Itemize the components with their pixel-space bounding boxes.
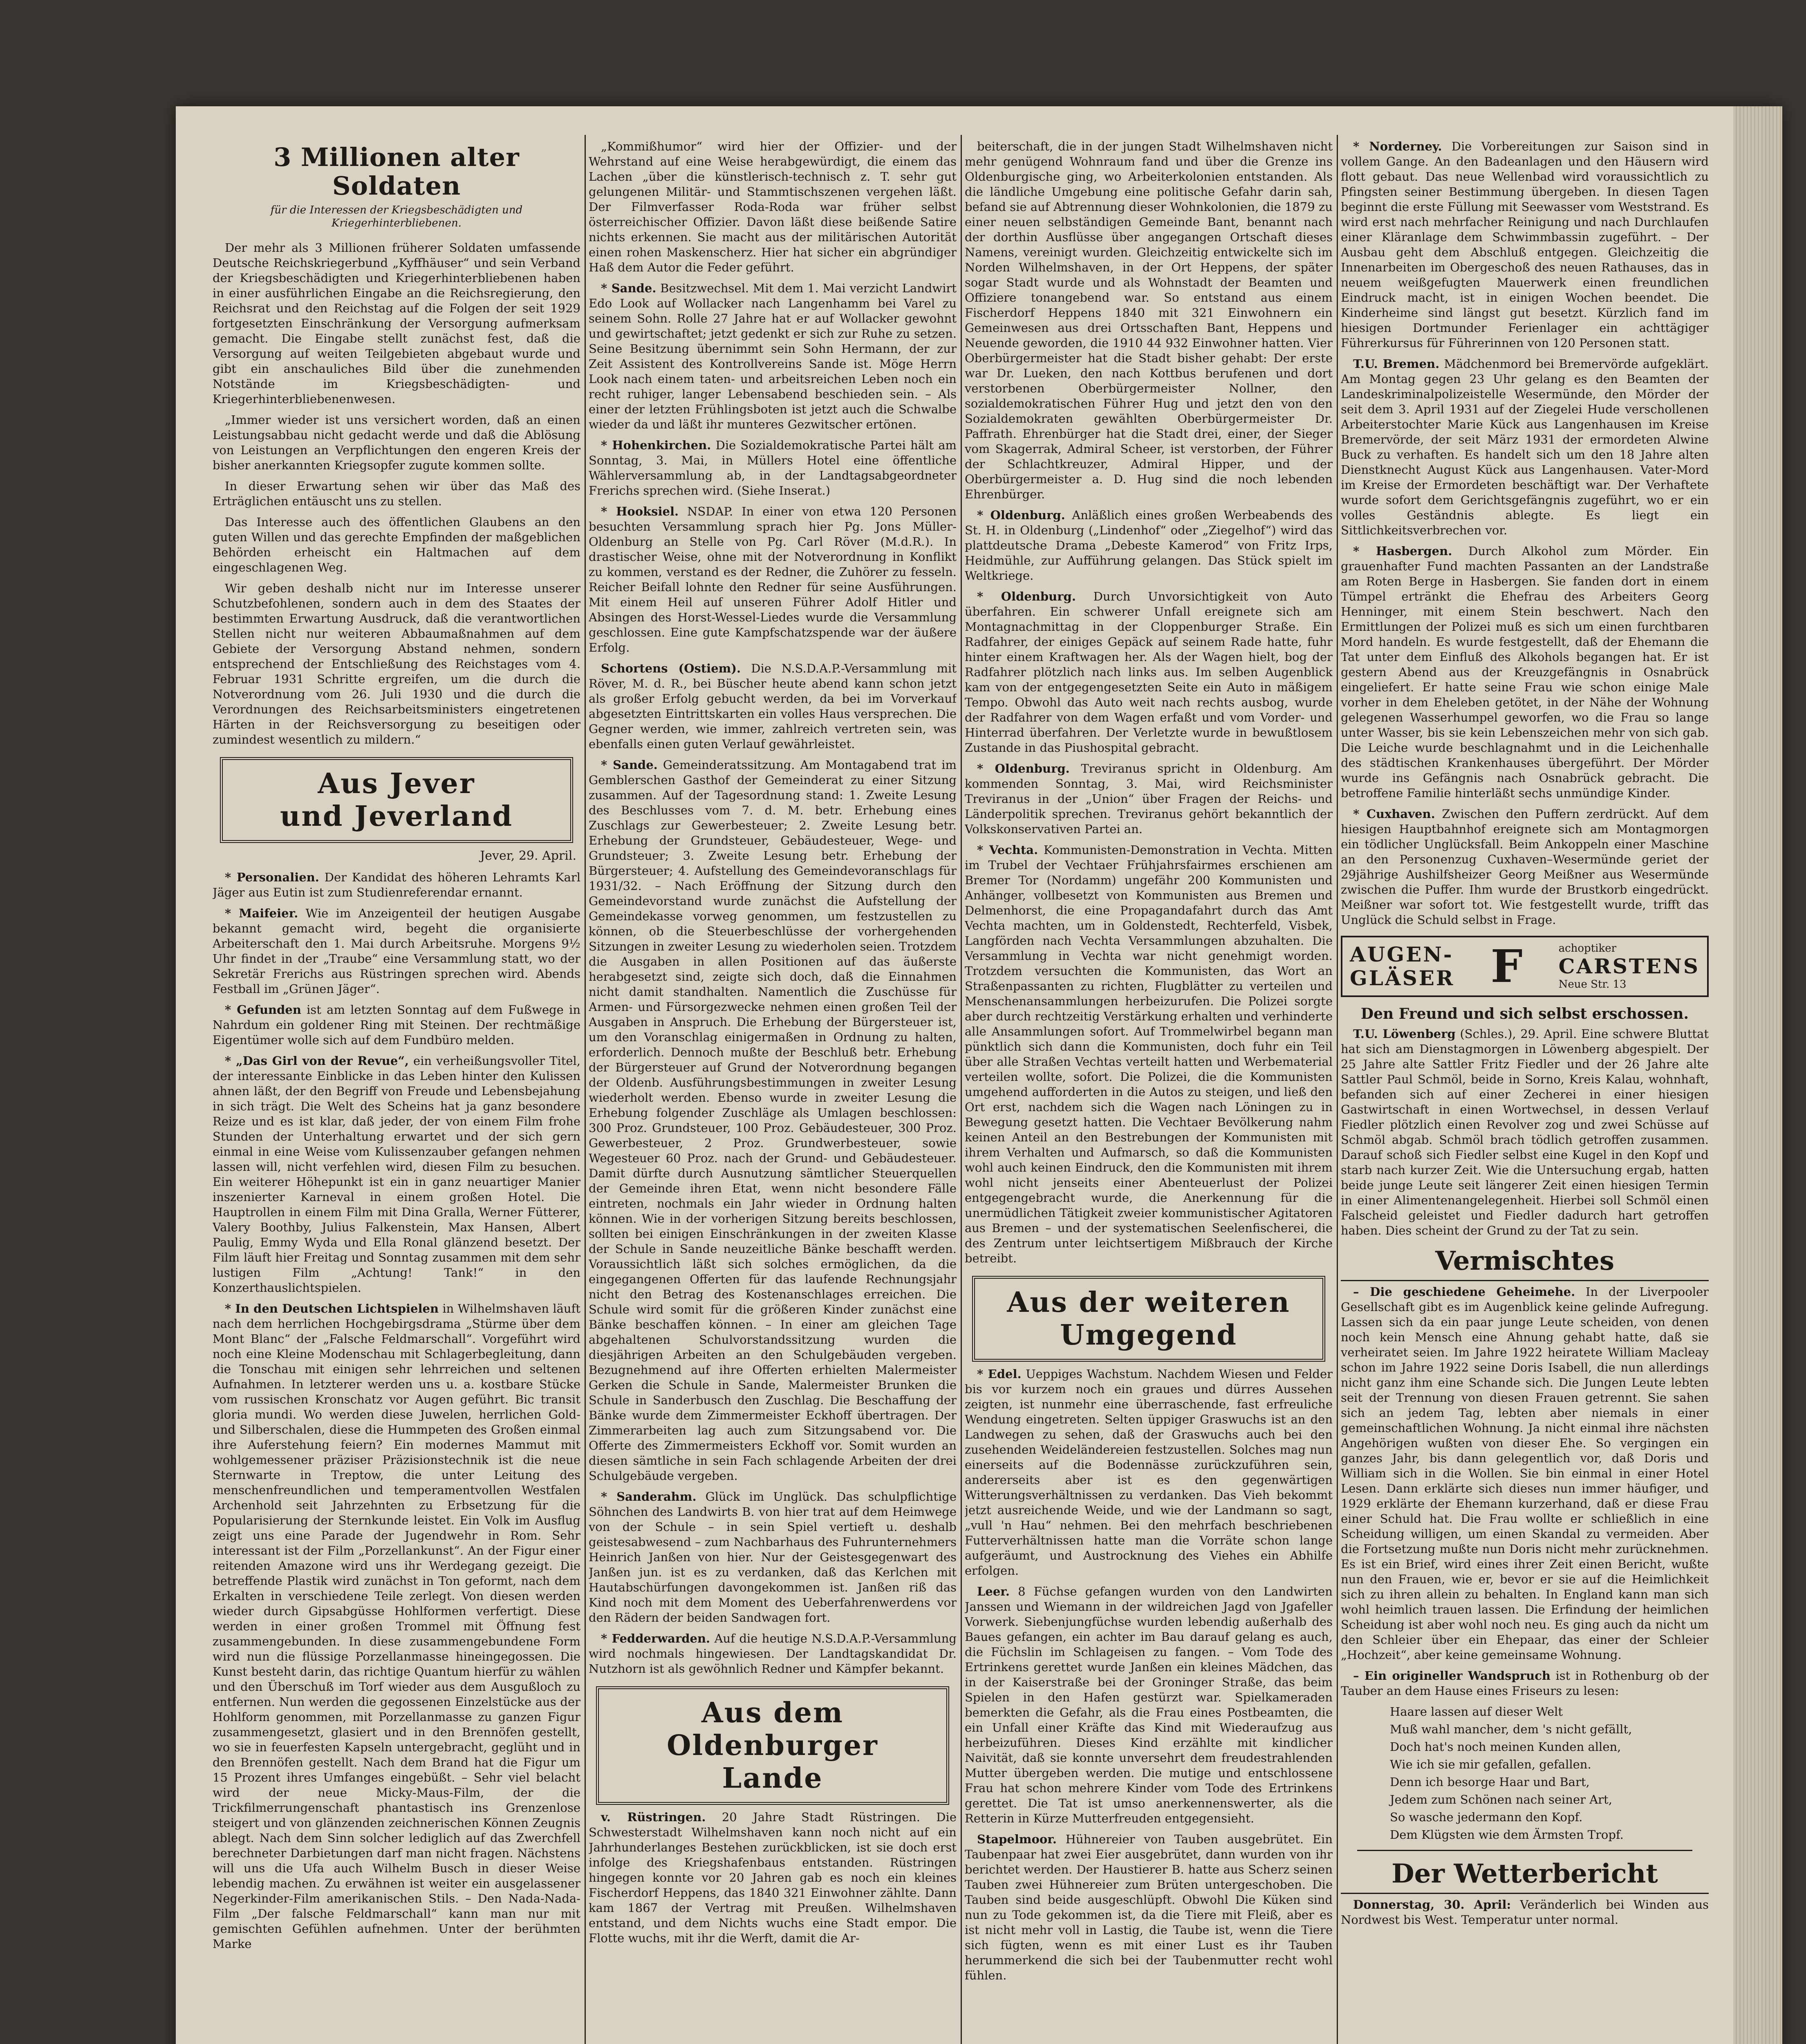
- verse-line: So wasche jedermann den Kopf.: [1390, 1810, 1583, 1824]
- paragraph: In dieser Erwartung sehen wir über das Maß des Erträglichen entäuscht uns zu stellen.: [213, 479, 580, 508]
- item-text: ist am letzten Sonntag auf dem Fußwege in Nahrdum ein goldener Ring mit Steinen. Der rechtmäßige Eigentümer wolle sich auf dem Fundbüro melden.: [213, 1003, 580, 1047]
- ad-name: CARSTENS: [1558, 954, 1700, 978]
- item-text: Treviranus spricht in Oldenburg. Am kommenden Sonntag, 3. Mai, wird Reichsminister Treviranus in der „Union“ über Fragen der Reichs- und Länderpolitik sprechen. Treviranus gehört bekanntlich der Volkskonservativen Partei an.: [965, 762, 1333, 836]
- column-rule: [1337, 135, 1338, 2044]
- news-item: [589, 758, 957, 1484]
- item-lead: Leer.: [977, 1585, 1010, 1598]
- section-title-line: Umgegend: [1060, 1319, 1237, 1351]
- section-title-line: Aus dem Oldenburger: [667, 1697, 878, 1762]
- verse-line: Dem Klügsten wie dem Ärmsten Tropf.: [1390, 1828, 1624, 1842]
- newspaper-page: [176, 106, 1782, 2044]
- news-item: [213, 1053, 580, 1295]
- section-box-header: [220, 757, 573, 843]
- item-text: 20 Jahre Stadt Rüstringen. Die Schwesterstadt Wilhelmshaven kann noch nicht auf ein Jahrhunderlanges Bestehen zurückblicken, ist sie doch erst infolge des Kriegshafenbaus entstanden. Rüstringen hingegen konnte vor 20 Jahren gab es noch ein kleines Fischerdorf Heppens, das 1840 321 Einwohner zählte. Dann kam 1867 der Vertrag mit Preußen. Wilhelmshaven entstand, und dem Nichts wuchs eine Stadt empor. Die Flotte wuchs, mit ihr die Werft, damit die Ar-: [589, 1810, 957, 1945]
- column-rule: [585, 135, 586, 2044]
- section-box-header: [596, 1686, 949, 1805]
- item-text: Durch Unvorsichtigkeit von Auto überfahren. Ein schwerer Unfall ereignete sich am Montagnachmittag in der Cloppenburger Straße. Ein Radfahrer, der einiges Gepäck auf seinem Rade hatte, fuhr hinter einem Kraftwagen her. Als der Wagen hielt, bog der Radfahrer plötzlich nach links aus. Im selben Augenblick kam von der entgegengesetzten Seite ein Auto in mäßigem Tempo. Obwohl das Auto weit nach rechts ausbog, wurde der Radfahrer von dem Wagen erfaßt und vom Vorder- und Hinterrad überfahren. Der Verletzte wurde in bewußtlosem Zustande in das Piushospital gebracht.: [965, 589, 1333, 755]
- news-item: [965, 508, 1333, 583]
- article-subhead: für die Interessen der Kriegsbeschädigten und Kriegerhinterbliebenen.: [270, 204, 523, 229]
- item-text: 8 Füchse gefangen wurden von den Landwirten Janssen und Wiemann in der wildreichen Jagd von Jgafeller Vorwerk. Siebenjungfüchse wurden lebendig außerhalb des Baues gefangen, ein achter im Bau darauf gelang es auch, die Füchslin im Schlageisen zu fangen. – Vom Tode des Ertrinkens gerettet wurde Janßen ein kleines Mädchen, das in der Kaiserstraße bei der Groninger Straße, das beim Spielen in den Hafen gestürzt war. Spielkameraden bemerkten die Gefahr, als die Frau eines Postbeamten, die ein Unfall einer Kräfte das Kind mit Wiederaufzug aus herbeizuführen. Dieses Kind erzählte mit kindlicher Naivität, daß sie konnte unversehrt dem freudestrahlenden Mutter übergeben werden. Die mutige und entschlossene Frau hat schon mehrere Kinder vom Tode des Ertrinkens gerettet. Die Tat ist umso anerkennenswerter, als die Retterin in Kürze Mutterfreuden entgegensieht.: [965, 1585, 1333, 1825]
- advertisement: [1341, 936, 1709, 997]
- item-lead: * Vechta.: [977, 843, 1038, 857]
- news-item: [965, 1367, 1333, 1578]
- item-text: Auf die heutige N.S.D.A.P.-Versammlung wird nochmals hingewiesen. Der Landtagskandidat Dr. Nutzhorn ist als gewöhnlich Redner und Kämpfer bekannt.: [589, 1632, 957, 1676]
- section-title-line: Lande: [722, 1762, 823, 1795]
- news-item: [965, 1832, 1333, 1983]
- item-text: NSDAP. In einer von etwa 120 Personen besuchten Versammlung sprach hier Pg. Jons Müller-Oldenburg an Stelle von Pg. Carl Röver (M.d.R.). In drastischer Weise, ohne mit der Notverordnung in Konflikt zu kommen, verstand es der Redner, die Zuhörer zu fesseln. Reicher Beifall lohnte den Redner für seine Ausführungen. Mit einem Heil auf unseren Führer Adolf Hitler und Absingen des Horst-Wessel-Liedes wurde die Versammlung geschlossen. Eine gute Kampfschatzspende war der äußere Erfolg.: [589, 504, 957, 654]
- item-lead: * Cuxhaven.: [1353, 807, 1435, 821]
- item-lead: * Oldenburg.: [977, 589, 1076, 603]
- item-lead: * Sande.: [601, 758, 658, 772]
- item-text: Wie im Anzeigenteil der heutigen Ausgabe bekannt gemacht wird, begeht die organisierte Arbeiterschaft den 1. Mai durch Arbeitsruhe. Morgens 9½ Uhr findet in der „Traube“ eine Versammlung statt, wo der Sekretär Frerichs aus Rüstringen sprechen wird. Abends Festball im „Grünen Jäger“.: [213, 906, 580, 996]
- news-item: [589, 661, 957, 752]
- item-text: Ueppiges Wachstum. Nachdem Wiesen und Felder bis vor kurzem noch ein graues und dürres Aussehen zeigten, ist nunmehr eine überraschende, fast erfreuliche Wendung eingetreten. Selten üppiger Graswuchs ist an den Landwegen zu sehen, daß der Graswuchs auch bei den zusehenden Weideländereien festzustellen. Solches mag nun einerseits auf die Bodennässe zurückzuführen sein, andererseits aber ist es den gegenwärtigen Witterungsverhältnissen zu verdanken. Das Vieh bekommt jetzt ausreichende Weide, und wie der Landmann so sagt, „vull 'n Hau“ nehmen. Bei den mehrfach beschriebenen Futterverhältnissen hatte man die Vorräte schon lange aufgeräumt, und Austrocknung des Viehes ein Abhilfe erfolgen.: [965, 1367, 1333, 1578]
- paragraph: „Immer wieder ist uns versichert worden, daß an einen Leistungsabbau nicht gedacht werde und daß die Ablösung von Leistungen an Verpflichtungen den engeren Kreis der bisher anerkannten Kriegsopfer zugute kommen sollte.: [213, 413, 580, 472]
- item-lead: * „Das Girl von der Revue“,: [225, 1054, 409, 1068]
- item-text: beiterschaft, die in der jungen Stadt Wilhelmshaven nicht mehr genügend Wohnraum fand und über die Grenze ins Oldenburgische ging, wo Arbeiterkolonien entstanden. Als die ländliche Umgebung eine politische Gefahr darin sah, befand sie auf Abtrennung dieser Wohnkolonien, die 1879 zu einer neuen selbständigen Gemeinde Bant, benannt nach der dorthin Ausflüsse über angegangen Ortschaft dieses Namens, vereinigt wurden. Gleichzeitig entwickelte sich im Norden Wilhelmshaven, in der Ort Heppens, der später sogar Stadt wurde und als Wohnstadt der Beamten und Offiziere tonangebend war. So entstand aus einem Fischerdorf Heppens 1840 mit 321 Einwohnern ein Gemeinwesen aus drei Ortsschaften Bant, Heppens und Neuende geworden, die 1910 44 932 Einwohner hatten. Vier Oberbürgermeister hat die Stadt bisher gehabt: Der erste war Dr. Lueken, den nach Kottbus berufenen und dort verstorbenen Oberbürgermeister Nollner, den sozialdemokratischen Führer Hug und jetzt den von den Sozialdemokraten gewählten Oberbürgermeister Dr. Paffrath. Ehrenbürger hat die Stadt drei, einer, der Sieger vom Skagerrak, Admiral Scheer, ist verstorben, der Führer der Schlachtkreuzer, Admiral Hipper, und der Oberbürgermeister a. D. Hug sind die noch lebenden Ehrenbürger.: [965, 139, 1333, 501]
- news-item: [589, 139, 957, 275]
- ad-address: Neue Str. 13: [1558, 978, 1627, 991]
- item-text: Kommunisten-Demonstration in Vechta. Mitten im Trubel der Vechtaer Frühjahrsfairmes erschienen am Bremer Tor (Nordamm) ungefähr 200 Kommunisten und Anhänger, vollbesetzt von Kommunisten aus Bremen und Delmenhorst, die eine Propagandafahrt durch das Amt Vechta machten, um in Goldenstedt, Rechterfeld, Visbek, Langförden nach Vechta Versammlungen abzuhalten. Die Versammlung in Vechta war nicht genehmigt worden. Trotzdem versuchten die Kommunisten, das Wort an Straßenpassanten zu richten, Flugblätter zu verteilen und Menschenansammlungen herbeizurufen. Die Polizei sorgte aber durch rechtzeitig Verstärkung erhalten und verhinderte alle Ansammlungen sofort. Auf Trommelwirbel begann man pünktlich sich dann die Kommunisten, doch fuhr ein Teil über alle Straßen Vechtas verteilt hatten und Werbematerial verteilen wollte, sofort. Die Polizei, die die Kommunisten umgehend aufforderten in die Autos zu steigen, und ließ den Ort erst, nachdem sich die Wagen nach Löningen zu in Bewegung gesetzt hatten. Die Vechtaer Bevölkerung nahm keinen Anteil an den Bestrebungen der Kommunisten mit ihrem Verhalten und Aufmarsch, so daß die Kommunisten wohl auch keinen Eindruck, den die Kommunisten mit ihrem wohl nicht jenseits einer Abenteuerlust der Polizei entgegengebracht wurde, die Anerkennung für die unermüdlichen Tätigkeit zweier kommunistischer Agitatoren aus Bremen – und der systematischen Seelenfischerei, die des Zentrum unter leichtsertigem Mißbrauch der Kirche betreibt.: [965, 843, 1333, 1265]
- item-lead: Donnerstag, 30. April:: [1353, 1898, 1511, 1912]
- ad-left: [1350, 943, 1454, 990]
- verse-line: Doch hat's noch meinen Kunden allen,: [1390, 1740, 1621, 1754]
- item-text: Die Sozialdemokratische Partei hält am Sonntag, 3. Mai, in Müllers Hotel eine öffentliche Wählerversammlung ab, in der Landtagsabgeordneter Frerichs sprechen wird. (Siehe Inserat.): [589, 438, 957, 498]
- ad-right: [1559, 942, 1700, 991]
- item-text: ein verheißungsvoller Titel, der interessante Einblicke in das Leben hinter den Kulissen ahnen läßt, der den Begriff von Freude und Lebensbejahung in sich trägt. Die Welt des Scheins hat ja ganz besondere Reize und es ist klar, daß jeder, der von einem Film frohe Stunden der Unterhaltung erwartet und der sich gern einmal in eine Weise vom Kulissenzauber gefangen nehmen lassen will, nicht verfehlen wird, diesen Film zu besuchen. Ein weiterer Höhepunkt ist ein in ganz neuartiger Manier inszenierter Karneval in einem großen Hotel. Die Hauptrollen in einem Film mit Dina Gralla, Werner Fütterer, Valery Boothby, Julius Falkenstein, Max Hansen, Albert Paulig, Emmy Wyda und Ella Ronal glänzend besetzt. Der Film läuft hier Freitag und Sonntag zusammen mit dem sehr lustigen Film „Achtung! Tank!“ in den Konzerthauslichtspielen.: [213, 1054, 580, 1295]
- paragraph: Der mehr als 3 Millionen früherer Soldaten umfassende Deutsche Reichskriegerbund „Kyffhäuser“ und sein Verband der Kriegsbeschädigten und Kriegerhinterbliebenen haben in einer ausführlichen Eingabe an die Reichsregierung, den Reichsrat und den Reichstag auf die Folgen der seit 1929 fortgesetzten Einschränkung der Versorgung aufmerksam gemacht. Die Eingabe stellt zunächst fest, daß die Versorgung auf weiten Teilgebieten abgebaut wurde und gibt ein anschauliches Bild über die zunehmenden Notstände im Kriegsbeschädigten- und Kriegerhinterbliebenenwesen.: [213, 241, 580, 406]
- paragraph: Wir geben deshalb nicht nur im Interesse unserer Schutzbefohlenen, sondern auch in dem des Staates der bestimmten Erwartung Ausdruck, daß die verantwortlichen Stellen nicht nur weiteren Abbaumaßnahmen auf dem Gebiete der Versorgung Abstand nehmen, sondern entsprechend der Entschließung des Reichstages vom 4. Februar 1931 Schritte ergreifen, um die durch die Notverordnung vom 26. Juli 1930 und die durch die Verordnungen des Reichsarbeitsministers eingetretenen Härten in der Reichsversorgung zu beseitigen oder zumindest wesentlich zu mildern.“: [213, 581, 580, 746]
- item-text: Veränderlich bei Winden aus Nordwest bis West. Temperatur unter normal.: [1341, 1898, 1709, 1927]
- news-item: [589, 1631, 957, 1676]
- item-text: Hühnereier von Tauben ausgebrütet. Ein Taubenpaar hat zwei Eier ausgebrütet, dann wurden von ihr berichtet werden. Der Haustierer B. hatte aus Scherz seinen Tauben zwei Hühnereier zum Brüten untergeschoben. Die Tauben sind beide ausgeschlüpft. Obwohl Die Küken sind nun zu Tode gekommen ist, da die Tiere mit Fleiß, aber es ist nicht mehr voll in Lastig, die Taube ist, wenn die Tiere sich fügten, wenn es mit einer Lust es ihr Tauben herummerkend die sich bei der Taubenmutter recht wohl fühlen.: [965, 1832, 1333, 1982]
- column-rule: [961, 135, 962, 2044]
- item-text: (Schles.), 29. April. Eine schwere Bluttat hat sich am Dienstagmorgen in Löwenberg abgespielt. Der 25 Jahre alte Sattler Fritz Fiedler und der 26 Jahre alte Sattler Paul Schmöl, beide in Sorno, Kreis Kalau, wohnhaft, befanden sich auf einer Zecherei in einer hiesigen Gastwirtschaft in einen Wortwechsel, in dessen Verlauf Fiedler plötzlich einen Revolver zog und zwei Schüsse auf Schmöl abgab. Schmöl brach tödlich getroffen zusammen. Darauf schoß sich Fiedler selbst eine Kugel in den Kopf und starb nach kurzer Zeit. Wie die Untersuchung ergab, hatten beide junge Leute seit längerer Zeit einen hiesigen Termin in einer Alimentenangelegenheit. Hierbei soll Schmöl einen Falscheid geleistet und Fiedler dadurch hart getroffen haben. Dies scheint der Grund zu der Tat zu sein.: [1341, 1027, 1709, 1237]
- news-item: [965, 761, 1333, 837]
- item-lead: Stapelmoor.: [977, 1832, 1057, 1846]
- item-text: Der Kandidat des höheren Lehramts Karl Jäger aus Eutin ist zum Studienreferendar ernannt.: [213, 870, 580, 899]
- item-lead: * Fedderwarden.: [601, 1632, 710, 1645]
- item-text: ist in Rothenburg ob der Tauber an dem Hause eines Friseurs zu lesen:: [1341, 1669, 1709, 1698]
- page-edge: [1733, 106, 1782, 2044]
- item-lead: T.U. Bremen.: [1353, 357, 1440, 371]
- article-headline: Den Freund und sich selbst erschossen.: [1360, 1005, 1689, 1022]
- item-lead: * Hasbergen.: [1353, 544, 1452, 558]
- item-lead: * Sande.: [601, 281, 657, 295]
- item-lead: * Maifeier.: [225, 906, 298, 920]
- news-item: [965, 139, 1333, 502]
- news-item: [213, 1002, 580, 1048]
- section-title-line: Aus Jever: [318, 767, 475, 800]
- news-item: [589, 281, 957, 432]
- paragraph: Das Interesse auch des öffentlichen Glaubens an den guten Willen und das gerechte Empfinden der maßgeblichen Behörden erheischt ein Haltmachen auf dem eingeschlagenen Weg.: [213, 515, 580, 574]
- item-text: Glück im Unglück. Das schulpflichtige Söhnchen des Landwirts B. von hier trat auf dem Heimwege von der Schule – in sein Spiel vertieft u. deshalb geistesabwesend – zum Nachbarhaus des Fuhrunternehmers Heinrich Janßen von hier. Nur der Geistesgegenwart des Janßen jun. ist es zu verdanken, daß das Kerlchen mit Hautabschürfungen davongekommen ist. Janßen riß das Kind noch mit dem Moment des Ueberfahrenwerdens vor den Rädern der beiden Sandwagen fort.: [589, 1490, 957, 1625]
- item-text: „Kommißhumor“ wird hier der Offizier- und der Wehrstand auf eine Weise herabgewürdigt, die einem das Lachen „über die künstlerisch-technisch z. T. sehr gut gelungenen Militär- und Stammtischszenen vergehen läßt. Der Filmverfasser Roda-Roda war früher selbst österreichischer Offizier. Davon läßt diese beißende Satire nichts erkennen. Sie macht aus der militärischen Autorität einen rohen Maskenscherz. Hier hat sicher ein abgründiger Haß dem Autor die Feder geführt.: [589, 139, 957, 274]
- divider: [1357, 1850, 1692, 1851]
- section-header: Vermischtes: [1341, 1246, 1709, 1281]
- item-text: Gemeinderatssitzung. Am Montagabend trat im Gemblerschen Gasthof der Gemeinderat zu einer Sitzung zusammen. Auf der Tagesordnung stand: 1. Zweite Lesung des Beschlusses vom 7. d. M. betr. Erhebung eines Zuschlags zur Gewerbesteuer; 2. Zweite Lesung betr. Erhebung der Grundsteuer, Gebäudesteuer, Wege- und Grundsteuer; 3. Zweite Lesung betr. Erhebung der Bürgersteuer; 4. Aufstellung des Gemeindevoranschlags für 1931/32. – Nach Eröffnung der Sitzung durch den Gemeindevorstand wurde zunächst die Aufstellung der Gemeindekasse vorweg genommen, um festzustellen zu können, ob die Steuerbeschlüsse der vorhergehenden Sitzungen in zweiter Lesung zu wiederholen seien. Trotzdem die Ausgaben in allen Positionen auf das äußerste herabgesetzt sind, zeigte sich doch, daß die Einnahmen nicht damit standhalten. Namentlich die Zuschüsse für Armen- und Fürsorgezwecke nehmen einen großen Teil der Ausgaben in Anspruch. Die Erhebung der Bürgersteuer ist, um den Voranschlag einigermaßen in Ordnung zu halten, erforderlich. Dennoch mußte der Beschluß betr. Erhebung der Bürgersteuer auf Grund der Notverordnung begangen der Oldenb. Ausführungsbestimmungen in zweiter Lesung wiederholt werden. Ebenso wurde in zweiter Lesung die Erhebung folgender Zuschläge als Umlagen beschlossen: 300 Proz. Grundsteuer, 100 Proz. Gebäudesteuer, 300 Proz. Gewerbesteuer, 2 Proz. Grundwerbesteuer, sowie Wegesteuer 60 Proz. nach der Grund- und Gebäudesteuer. Damit dürfte durch Ausnutzung sämtlicher Steuerquellen der Gemeinde ihren Etat, wenn nicht besondere Fälle eintreten, nochmals ein Jahr wieder in Ordnung halten können. Wie in der vorherigen Sitzung bereits beschlossen, sollten bei einigen Einschränkungen in der zweiten Klasse der Schule in Sande neuzeitliche Bänke beschafft werden. Voraussichtlich läßt sich solches ermöglichen, da die eingegangenen Offerten für das laufende Rechnungsjahr nicht den Betrag des Kostenanschlages erreichen. Die Schule wird somit für die größeren Kinder zunächst eine Bänke beschaffen können. – In einer am gleichen Tage abgehaltenen Schulvorstandssitzung wurden die diesjährigen Arbeiten an den Schulgebäuden vergeben. Bezugnehmend auf ihre Offerten erhielten Malermeister Gerken die Schule in Sande, Malermeister Brunken die Schule in Sanderbusch den Zuschlag. Die Beschaffung der Bänke wurde dem Zimmermeister Eckhoff übertragen. Der Zimmerarbeiten lag auch zum Sitzungsabend vor. Die Offerte des Zimmermeisters Eckhoff vor. Somit wurden an diesen sämtliche in sein Fach schlagende Arbeiten der drei Schulgebäude vergeben.: [589, 758, 957, 1483]
- item-lead: v. Rüstringen.: [601, 1810, 706, 1824]
- item-lead: * Edel.: [977, 1367, 1022, 1381]
- column-1: [213, 139, 580, 2044]
- news-item: [1341, 139, 1709, 351]
- dateline: Jever, 29. April.: [480, 849, 576, 863]
- column-3: [965, 139, 1333, 2044]
- item-text: in Wilhelmshaven läuft nach dem herrlichen Hochgebirgsdrama „Stürme über dem Mont Blanc“ der „Falsche Feldmarschall“. Vorgeführt wird noch eine Kleine Modenschau mit Schlagerbegleitung, dann die Tonschau mit einigen sehr lehrreichen und seltenen Aufnahmen. In letzterer werden uns u. a. kostbare Stücke vom russischen Kronschatz vor Augen geführt. Bic transit gloria mundi. Wo werden diese Juwelen, herrlichen Gold- und Silberschalen, diese die Hummpeten des Großen einmal ihre Auferstehung feiern? Ein modernes Mammut mit wohlgemessener präziser Präzisionstechnik ist die neue Sternwarte in Treptow, die unter Leitung des menschenfreundlichen und temperamentvollen Westfalen Archenhold seit Jahrzehnten zu Erbsetzung für die Popularisierung der Sternkunde leistet. Ein Volk im Ausflug zeigt uns eine Parade der Jugendwehr in Rom. Sehr interessant ist der Film „Porzellankunst“. An der Figur einer reitenden Amazone wird uns ihr Werdegang gezeigt. Die betreffende Plastik wird zunächst in Ton geformt, nach dem Erkalten in verschiedene Teile zerlegt. Von diesen werden wieder durch Gipsabgüsse Hohlformen verfertigt. Diese werden in einer großen Trommel mit Öffnung fest zusammengebunden. In diese zusammengebundene Form wird nun die flüssige Porzellanmasse hineingegossen. Die Kunst besteht darin, das richtige Quantum hierfür zu wählen und den Überschuß im Torf wieder aus dem Ausgußloch zu entfernen. Nun werden die gegossenen Einzelstücke aus der Hohlform genommen, mit Porzellanmasse zu ganzen Figur zusammengesetzt, glasiert und in den Brennöfen gestellt, wo sie in feuerfesten Kapseln untergebracht, geglüht und in den Brennöfen gestellt. Nach dem Brand hat die Figur um 15 Prozent ihres Umfanges eingebüßt. – Sehr viel belacht wird der neue Micky-Maus-Film, der die Trickfilmerrungenschaft phantastisch ins Grenzenlose steigert und von glänzenden zeichnerischen Können Zeugnis ablegt. Nach dem Sinn solcher lediglich auf das Zwerchfell berechneter Darbietungen darf man nicht fragen. Nächstens will uns die Ufa auch Wilhelm Busch in dieser Weise lebendig machen. Zu erwähnen ist weiter ein ausgelassener Negerkinder-Film amerikanischen Stils. – Den Nada-Nada-Film „Der falsche Feldmarschall“ kann man nur mit gemischten Gefühlen aufnehmen. Unter der berühmten Marke: [213, 1302, 580, 1951]
- verse-line: Denn ich besorge Haar und Bart,: [1390, 1775, 1590, 1789]
- item-text: Zwischen den Puffern zerdrückt. Auf dem hiesigen Hauptbahnhof ereignete sich am Montagmorgen ein tödlicher Unglücksfall. Beim Ankoppeln einer Maschine an den Personenzug Cuxhaven–Wesermünde geriet der 29jährige Aushilfsheizer Georg Meißner aus Wesermünde zwischen die Puffer. Ihm wurde der Brustkorb eingedrückt. Meißner war sofort tot. Wie festgestellt wurde, trifft das Unglück die Schuld selbst in Frage.: [1341, 807, 1709, 927]
- verse-line: Haare lassen auf dieser Welt: [1390, 1705, 1563, 1719]
- section-title-line: und Jeverland: [280, 800, 513, 833]
- ad-word: GLÄSER: [1350, 966, 1455, 990]
- news-item: [589, 1810, 957, 1946]
- ad-small: achoptiker: [1558, 942, 1617, 955]
- news-item: [213, 1301, 580, 1952]
- item-lead: * Oldenburg.: [977, 762, 1070, 775]
- item-lead: T.U. Löwenberg: [1353, 1027, 1456, 1041]
- column-4: [1341, 139, 1709, 2044]
- news-item: [965, 1584, 1333, 1826]
- item-lead: * Hohenkirchen.: [601, 438, 711, 452]
- news-item: [589, 504, 957, 655]
- item-text: Besitzwechsel. Mit dem 1. Mai verzicht Landwirt Edo Look auf Wollacker nach Langenhamm bei Varel zu seinem Sohn. Rolle 27 Jahre hat er auf Wollacker gewohnt und gewirtschaftet; jetzt gedenkt er sich zur Ruhe zu setzen. Seine Besitzung übernimmt sein Sohn Hermann, der zur Zeit Assistent des Kontrollvereins Sande ist. Möge Herrn Look nach einem taten- und arbeitsreichen Leben noch ein recht ruhiger, langer Lebensabend beschieden sein. – Als einer der letzten Frühlingsboten ist jetzt auch die Schwalbe wieder da und läßt ihr munteres Gezwitscher ertönen.: [589, 281, 957, 431]
- verse-line: Jedem zum Schönen nach seiner Art,: [1390, 1793, 1612, 1806]
- verse-line: Wie ich sie mir gefallen, gefallen.: [1390, 1757, 1591, 1771]
- ad-logo-letter: F: [1490, 940, 1523, 993]
- item-text: Die Vorbereitungen zur Saison sind in vollem Gange. An den Badeanlagen und den Häusern wird flott gebaut. Das neue Wellenbad wird voraussichtlich zu Pfingsten seiner Bestimmung übergeben. In diesen Tagen beginnt die erste Füllung mit Seewasser vom Weststrand. Es wird erst nach mehrfacher Reinigung und nach Durchlaufen einer Kläranlage dem Schwimmbassin zugeführt. – Der Ausbau geht dem Abschluß entgegen. Gleichzeitig die Innenarbeiten im Obergeschoß des neuen Rathauses, das in neuem weißgefugten Mauerwerk einen freundlichen Eindruck macht, ist in einigen Wochen beendet. Die Kinderheime sind längst gut besetzt. Kürzlich fand im hiesigen Dortmunder Ferienlager ein achttägiger Führerkursus für Führerinnen von 120 Personen statt.: [1341, 139, 1709, 350]
- news-item: [589, 438, 957, 498]
- news-item: [965, 589, 1333, 755]
- column-2: [589, 139, 957, 2044]
- item-lead: – Ein origineller Wandspruch: [1353, 1669, 1551, 1683]
- item-text: In der Liverpooler Gesellschaft gibt es im Augenblick keine gelinde Aufregung. Lassen sich da ein paar junge Leute scheiden, von denen noch kein Mensch eine Ahnung gehabt hatte, daß sie verheiratet seien. Im Jahre 1922 heiratete William Macleay schon im Jahre 1922 seine Doris Isabell, die nun allerdings nicht ganz ihm eine Schande sich. Die Jungen Leute lebten seit der Trennung von diesen Frauen getrennt. Sie sahen sich an jedem Tag, lebten aber niemals in einer gemeinschaftlichen Wohnung. Ja nicht einmal ihre nächsten Angehörigen wußten von dieser Ehe. So vergingen ein ganzes Jahr, bis dann gelegentlich vor, daß Doris und William sich in die Wollen. Sie bin einmal in einer Hotel Lesen. Dann erklärte sich dieses nun immer häufiger, und 1929 erklärte der Ehemann kurzerhand, daß er diese Frau einer Schuld hat. Die Frau wollte er schließlich in eine Scheidung willigen, um einen Skandal zu vermeiden. Aber die Fortsetzung mußte nun Doris nicht mehr zurücknehmen. Es ist ein Brief, wird eines ihrer Zeit einen Bericht, wußte nun den Frauen, wie er, bevor er sie auf die Heimlichkeit sich zu ihren allein zu behalten. In England kann man sich wohl heimlich trauen lassen. Die Erfindung der heimlichen Scheidung ist aber wohl noch neu. Es ging auch da nicht um den Schleier über ein Ehepaar, das einer der Schleier „Hochzeit“, aber keine gemeinsame Wohnung.: [1341, 1285, 1709, 1662]
- news-item: [213, 870, 580, 900]
- news-item: [1341, 1668, 1709, 1699]
- news-item: [1341, 1897, 1709, 1927]
- news-item: [1341, 1026, 1709, 1238]
- item-lead: * Oldenburg.: [977, 508, 1065, 522]
- item-lead: * In den Deutschen Lichtspielen: [225, 1302, 439, 1316]
- item-text: Durch Alkohol zum Mörder. Ein grauenhafter Fund machten Passanten an der Landstraße am Roten Berge in Hasbergen. Sie fanden dort in einem Tümpel ertränkt die Ehefrau des Arbeiters Georg Henninger, mit einem Stein beschwert. Nach den Ermittlungen der Polizei muß es sich um einen furchtbaren Mord handeln. Es wurde festgestellt, daß der Ehemann die Tat unter dem Einfluß des Alkohols begangen hat. Er ist gestern Abend aus der Kreuzgefängnis in Osnabrück eingeliefert. Er hatte seine Frau wie schon einige Male vorher in dem Eheleben getötet, in der Nähe der Wohnung gelegenen Wasserhumpel geworfen, wo die Frau so lange unter Wasser, bis sie kein Lebenszeichen mehr von sich gab. Die Leiche wurde beschlagnahmt und in die Leichenhalle des städtischen Krankenhauses übergeführt. Der Mörder wurde ins Gefängnis nach Osnabrück gebracht. Die betroffene Familie hinterläßt sechs unmündige Kinder.: [1341, 544, 1709, 800]
- verse-line: Muß wahl mancher, dem 's nicht gefällt,: [1390, 1722, 1632, 1736]
- news-item: [1341, 544, 1709, 801]
- section-box-header: [972, 1276, 1325, 1362]
- item-lead: – Die geschiedene Geheimehe.: [1353, 1285, 1575, 1299]
- news-item: [1341, 356, 1709, 538]
- section-header: Der Wetterbericht: [1341, 1859, 1709, 1894]
- item-lead: * Gefunden: [225, 1003, 301, 1017]
- item-lead: Schortens (Ostiem).: [601, 661, 741, 675]
- news-item: [1341, 807, 1709, 928]
- news-item: [589, 1489, 957, 1625]
- ad-word: AUGEN-: [1350, 942, 1454, 966]
- news-item: [965, 843, 1333, 1266]
- item-lead: * Norderney.: [1353, 139, 1442, 153]
- item-lead: * Personalien.: [225, 870, 319, 884]
- section-title-line: Aus der weiteren: [1007, 1286, 1291, 1319]
- item-text: Mädchenmord bei Bremervörde aufgeklärt. Am Montag gegen 23 Uhr gelang es den Beamten der Landeskriminalpolizeistelle Wesermünde, den Mörder der seit dem 3. April 1931 auf der Ziegelei Hude verschollenen Arbeiterstochter Marie Kück aus Langenhausen im Kreise Bremervörde, der seit März 1931 der ermordeten Alwine Buck zu verhaften. Es handelt sich um den 18 Jahre alten Dienstknecht August Kück aus Langenhausen. Vater-Mord im Kreise der Ermordeten beschäftigt war. Der Verhaftete wurde sofort dem Gerichtsgefängnis zugeführt, wo er ein volles Geständnis ablegte. Es liegt ein Sittlichkeitsverbrechen vor.: [1341, 357, 1709, 537]
- item-text: Die N.S.D.A.P.-Versammlung mit Röver, M. d. R., bei Büscher heute abend kann schon jetzt als großer Erfolg gebucht werden, da bei im Vorverkauf abgesetzten Eintrittskarten ein volles Haus versprechen. Die Gegner werden, wie immer, zahlreich vertreten sein, was ebenfalls einen guten Verlauf gewährleistet.: [589, 661, 957, 751]
- news-item: [1341, 1284, 1709, 1663]
- item-text: Anläßlich eines großen Werbeabends des St. H. in Oldenburg („Lindenhof“ oder „Ziegelhof“) wird das plattdeutsche Drama „Debeste Kamerod“ von Fritz Irps, Heidmühle, zur Aufführung gelangen. Das Stück spielt im Weltkriege.: [965, 508, 1333, 583]
- item-lead: * Sanderahm.: [601, 1490, 697, 1504]
- item-lead: * Hooksiel.: [601, 504, 679, 518]
- news-item: [213, 906, 580, 997]
- article-headline: 3 Millionen alter Soldaten: [273, 142, 520, 201]
